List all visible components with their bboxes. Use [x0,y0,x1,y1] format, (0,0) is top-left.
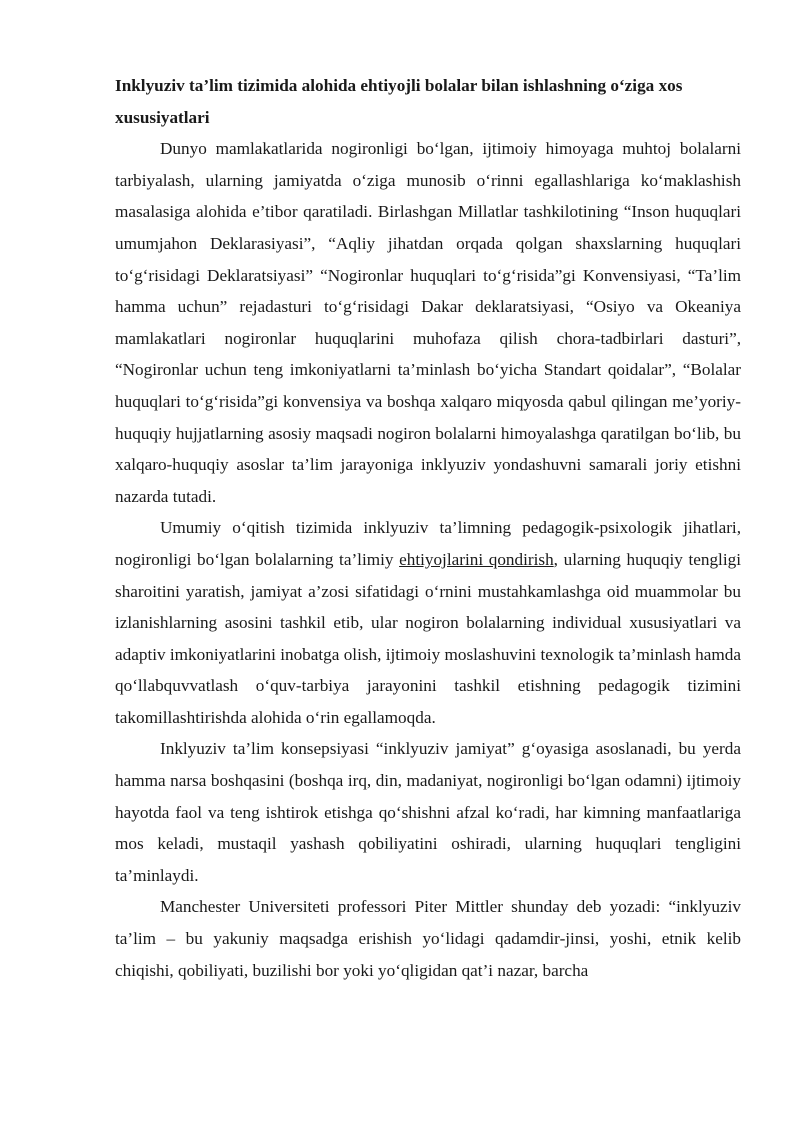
paragraph-2-before: Umumiy o‘qitish tizimida inklyuziv ta’limning pedagogik-psixologik jihatlari, nogironligi bo‘lgan bolalarning ta’limiy [115,518,741,569]
underlined-link-text: ehtiyojlarini qondirish [399,549,554,569]
paragraph-2-after: , ularning huquqiy tengligi sharoitini yaratish, jamiyat a’zosi sifatidagi o‘rnini mustahkamlashga oid muammolar bu izlanishlarning asosini tashkil etib, ular nogiron bolalarning individual xususiyatlari va adaptiv imkoniyatlarini inobatga olish, ijtimoiy moslashuvini texnologik ta’minlash hamda qo‘llabquvvatlash o‘quv-tarbiya jarayonini tashkil etishning pedagogik tizimini takomillashtirishda alohida o‘rin egallamoqda. [115,549,741,727]
paragraph-4: Manchester Universiteti professori Piter Mittler shunday deb yozadi: “inklyuziv ta’lim – bu yakuniy maqsadga erishish yo‘lidagi qadamdir-jinsi, yoshi, etnik kelib chiqishi, qobiliyati, buzilishi bor yoki yo‘qligidan qat’i nazar, barcha [115,897,741,980]
paragraph-1: Dunyo mamlakatlarida nogironligi bo‘lgan, ijtimoiy himoyaga muhtoj bolalarni tarbiyalash, ularning jamiyatda o‘ziga munosib o‘rinni egallashlariga ko‘maklashish masalasiga alohida e’tibor qaratiladi. Birlashgan Millatlar tashkilotining “Inson huquqlari umumjahon Deklarasiyasi”, “Aqliy jihatdan orqada qolgan shaxslarning huquqlari to‘g‘risidagi Deklaratsiyasi” “Nogironlar huquqlari to‘g‘risida”gi Konvensiyasi, “Ta’lim hamma uchun” rejadasturi to‘g‘risidagi Dakar deklaratsiyasi, “Osiyo va Okeaniya mamlakatlari nogironlar huquqlarini muhofaza qilish chora-tadbirlari dasturi”, “Nogironlar uchun teng imkoniyatlarni ta’minlash bo‘yicha Standart qoidalar”, “Bolalar huquqlari to‘g‘risida”gi konvensiya va boshqa xalqaro miqyosda qabul qilingan me’yoriy-huquqiy hujjatlarning asosiy maqsadi nogiron bolalarni himoyalashga qaratilgan bo‘lib, bu xalqaro-huquqiy asoslar ta’lim jarayoniga inklyuziv yondashuvni samarali joriy etishni nazarda tutadi. [115,139,741,506]
paragraph-2 [115,512,741,733]
document-title: Inklyuziv ta’lim tizimida alohida ehtiyojli bolalar bilan ishlashning o‘ziga xos xususiyatlari [115,76,683,127]
document-page [115,70,741,986]
paragraph-3: Inklyuziv ta’lim konsepsiyasi “inklyuziv jamiyat” g‘oyasiga asoslanadi, bu yerda hamma narsa boshqasini (boshqa irq, din, madaniyat, nogironligi bo‘lgan odamni) ijtimoiy hayotda faol va teng ishtirok etishga qo‘shishni afzal ko‘radi, har kimning manfaatlariga mos keladi, mustaqil yashash qobiliyatini oshiradi, ularning huquqlari tengligini ta’minlaydi. [115,739,741,885]
